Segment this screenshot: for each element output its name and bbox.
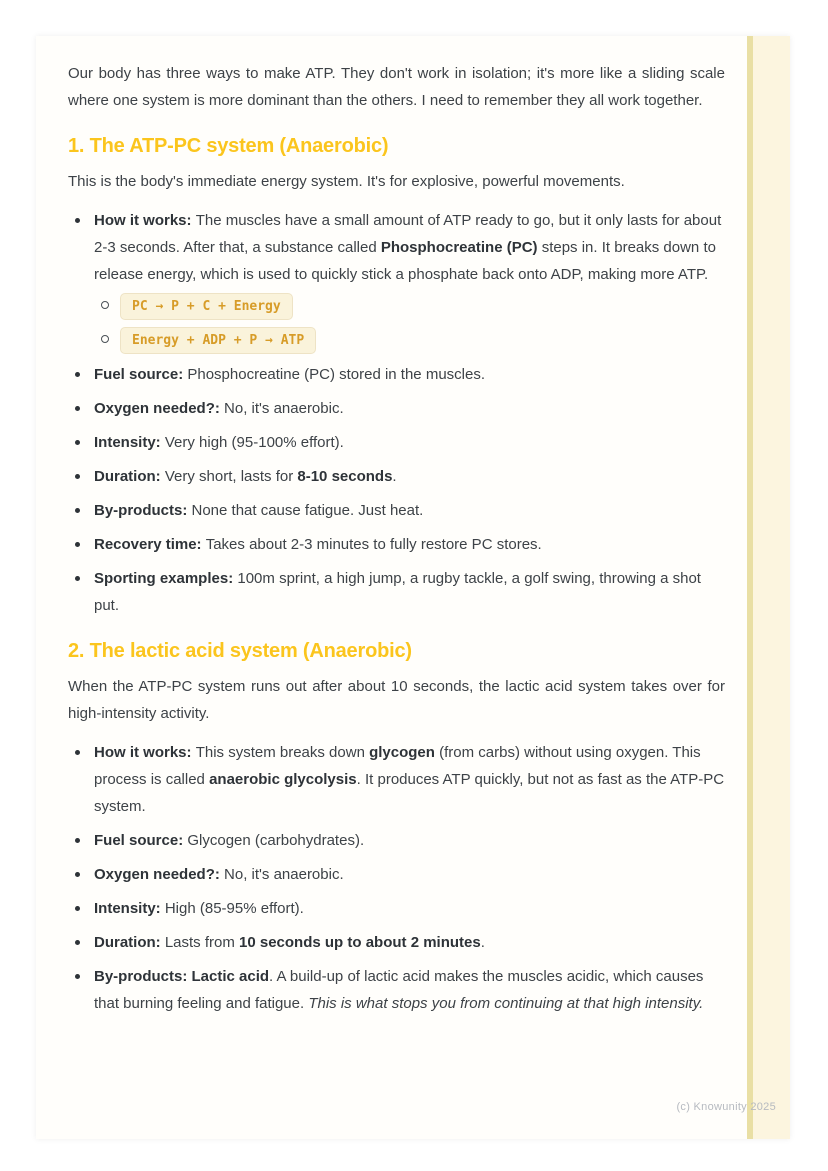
list-item <box>68 497 725 524</box>
list-item-text <box>94 744 724 815</box>
text-segment: None that cause fatigue. Just heat. <box>191 502 424 519</box>
bullet-dot-icon <box>75 440 80 445</box>
text-segment: Sporting examples: <box>94 570 238 587</box>
text-segment: Recovery time: <box>94 536 206 553</box>
text-segment: Intensity: <box>94 434 165 451</box>
intro-paragraph: Our body has three ways to make ATP. They don't work in isolation; it's more like a sliding scale where one system is more dominant than the others. I need to remember they all work together. <box>68 65 725 109</box>
text-segment: By-products: <box>94 502 192 519</box>
bullet-list <box>68 739 725 1017</box>
text-segment: No, it's anaerobic. <box>224 400 344 417</box>
text-segment: Oxygen needed?: <box>94 400 225 417</box>
list-item <box>68 827 725 854</box>
section <box>68 637 725 1017</box>
hollow-bullet-icon <box>101 335 109 343</box>
text-segment: Phosphocreatine (PC) <box>380 239 538 256</box>
watermark: (c) Knowunity 2025 <box>676 1101 776 1113</box>
text-segment: . A build-up of lactic acid makes the muscles acidic, which causes that burning feeling and fatigue. <box>94 968 704 1012</box>
text-segment: 100m sprint, a high jump, a rugby tackle, a golf swing, throwing a shot put. <box>94 570 701 614</box>
sub-list-item <box>94 326 725 354</box>
section-intro: This is the body's immediate energy system. It's for explosive, powerful movements. <box>68 173 625 190</box>
text-segment: The muscles have a small amount of ATP ready to go, but it only lasts for about 2-3 seconds. After that, a substance called <box>94 212 722 256</box>
list-item-text <box>94 968 703 1012</box>
text-segment: Oxygen needed?: <box>94 866 225 883</box>
bullet-dot-icon <box>75 838 80 843</box>
text-segment: This system breaks down <box>195 744 370 761</box>
text-segment: By-products: Lactic acid <box>94 968 270 985</box>
text-segment: Intensity: <box>94 900 165 917</box>
bullet-dot-icon <box>75 974 80 979</box>
list-item <box>68 861 725 888</box>
bullet-dot-icon <box>75 906 80 911</box>
list-item <box>68 565 725 619</box>
text-segment: Takes about 2-3 minutes to fully restore PC stores. <box>205 536 542 553</box>
bullet-dot-icon <box>75 406 80 411</box>
text-segment: Lasts from <box>164 934 240 951</box>
list-item <box>68 395 725 422</box>
page-side-band <box>753 36 790 1139</box>
list-item-text <box>94 434 344 451</box>
list-item <box>68 207 725 354</box>
text-segment: How it works: <box>94 212 196 229</box>
list-item-text <box>94 400 344 417</box>
bullet-dot-icon <box>75 372 80 377</box>
code-chip: Energy + ADP + P → ATP <box>120 327 316 354</box>
text-segment: anaerobic glycolysis <box>209 771 357 788</box>
text-segment: How it works: <box>94 744 196 761</box>
bullet-dot-icon <box>75 218 80 223</box>
list-item-text <box>94 536 542 553</box>
list-item <box>68 929 725 956</box>
section-intro: When the ATP-PC system runs out after about 10 seconds, the lactic acid system takes over for high-intensity activity. <box>68 678 725 722</box>
text-segment: . <box>392 468 397 485</box>
section-heading: 2. The lactic acid system (Anaerobic) <box>68 640 412 662</box>
bullet-dot-icon <box>75 750 80 755</box>
list-item-text <box>94 866 344 883</box>
text-segment: High (85-95% effort). <box>164 900 304 917</box>
sections-container <box>68 132 725 1017</box>
bullet-dot-icon <box>75 576 80 581</box>
list-item-text <box>94 832 364 849</box>
text-segment: Duration: <box>94 468 165 485</box>
list-item-text <box>94 468 397 485</box>
text-segment: No, it's anaerobic. <box>224 866 344 883</box>
text-segment: Very high (95-100% effort). <box>164 434 344 451</box>
list-item <box>68 531 725 558</box>
bullet-dot-icon <box>75 940 80 945</box>
list-item <box>68 963 725 1017</box>
bullet-dot-icon <box>75 508 80 513</box>
text-segment: Fuel source: <box>94 366 188 383</box>
text-segment: . It produces ATP quickly, but not as fast as the ATP-PC system. <box>94 771 725 815</box>
text-segment: Very short, lasts for <box>164 468 298 485</box>
sub-list-item <box>94 292 725 320</box>
page-content <box>68 60 725 1024</box>
bullet-dot-icon <box>75 542 80 547</box>
hollow-bullet-icon <box>101 301 109 309</box>
list-item <box>68 463 725 490</box>
bullet-dot-icon <box>75 872 80 877</box>
code-chip: PC → P + C + Energy <box>120 293 293 320</box>
list-item-text <box>94 900 304 917</box>
list-item <box>68 739 725 820</box>
text-segment: 10 seconds up to about 2 minutes <box>239 934 481 951</box>
section <box>68 132 725 619</box>
text-segment: Fuel source: <box>94 832 188 849</box>
list-item-text <box>94 934 485 951</box>
text-segment: Glycogen (carbohydrates). <box>187 832 365 849</box>
list-item-text <box>94 502 423 519</box>
list-item-text <box>94 570 701 614</box>
document-page <box>36 36 790 1139</box>
text-segment: (from carbs) without using oxygen. This process is called <box>94 744 701 788</box>
text-segment: Phosphocreatine (PC) stored in the muscles. <box>187 366 486 383</box>
list-item <box>68 429 725 456</box>
sub-bullet-list <box>94 292 725 354</box>
text-segment: This is what stops you from continuing at that high intensity. <box>308 995 704 1012</box>
section-heading: 1. The ATP-PC system (Anaerobic) <box>68 135 389 157</box>
bullet-dot-icon <box>75 474 80 479</box>
text-segment: steps in. It breaks down to release energy, which is used to quickly stick a phosphate back onto ADP, making more ATP. <box>94 239 716 283</box>
text-segment: . <box>480 934 485 951</box>
list-item-text <box>94 366 485 383</box>
list-item <box>68 361 725 388</box>
list-item <box>68 895 725 922</box>
page-side-band-edge <box>747 36 753 1139</box>
list-item-text <box>94 212 721 283</box>
text-segment: glycogen <box>369 744 435 761</box>
text-segment: Duration: <box>94 934 165 951</box>
bullet-list <box>68 207 725 619</box>
text-segment: 8-10 seconds <box>297 468 393 485</box>
